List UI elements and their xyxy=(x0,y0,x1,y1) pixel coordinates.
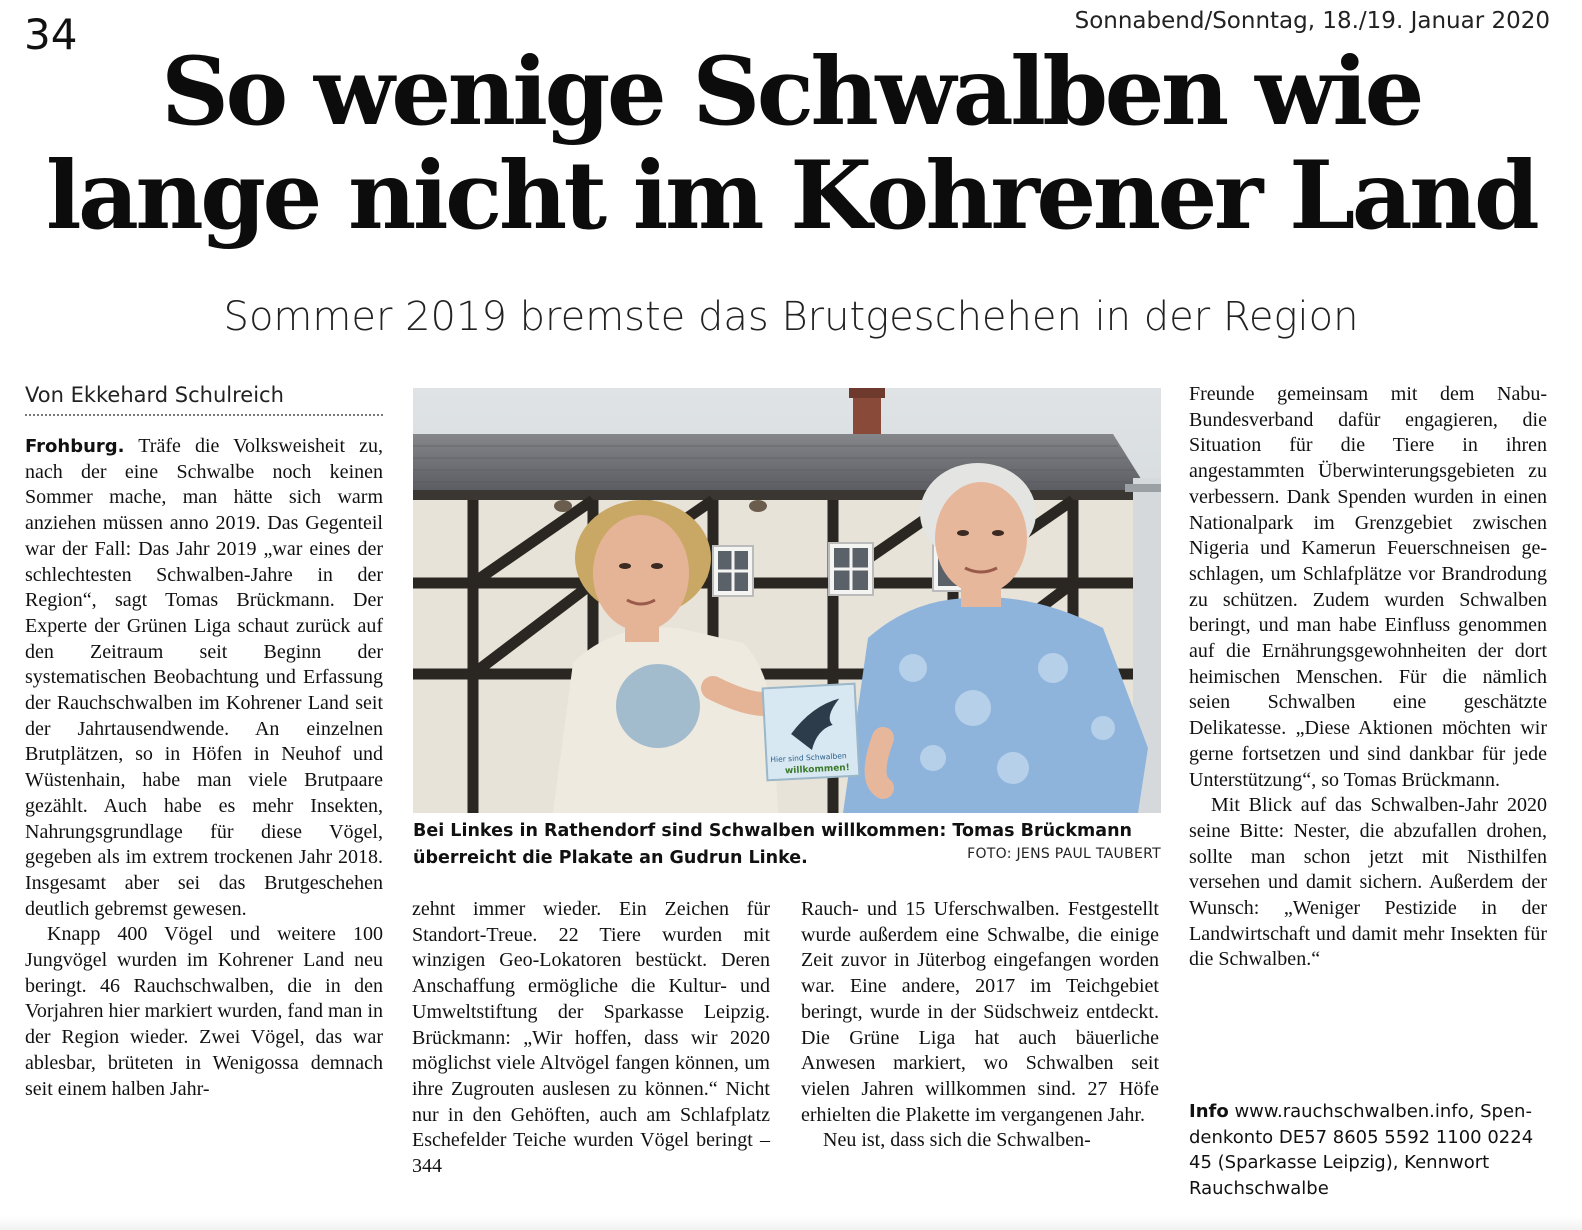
photo-credit: FOTO: JENS PAUL TAUBERT xyxy=(967,846,1161,862)
info-box xyxy=(1189,1099,1554,1201)
issue-date: Sonnabend/Sonntag, 18./19. Januar 2020 xyxy=(1074,8,1550,34)
paragraph-text: Träfe die Volksweisheit zu, nach der eine Schwalbe noch keinen Sommer mache, man hätte sich warm anziehen müssen anno 2019. Das Gegenteil war der Fall: Das Jahr 2019 „war eines der schlechtesten Schwalben-Jahre in der Region“, sagt Tomas Brückmann. Der Experte der Grünen Liga schaut zurück auf den Zeitraum seit Beginn der systematischen Beobachtung und Erfassung der Rauchschwalben im Kohrener Land seit der Jahrtausendwende. An einzelnen Brutplätzen, so in Höfen in Neuhof und Wüstenhain, habe man viele Brutpaare gezählt. Auch habe es mehr Insekten, Nahrungsgrundlage für diese Vögel, gegeben als im extrem trockenen Jahr 2018. Insgesamt aber sei das Brutgeschehen deutlich gebremst gewesen. xyxy=(25,435,383,920)
article-column-2 xyxy=(412,897,770,1180)
headline xyxy=(0,37,1582,251)
byline: Von Ekkehard Schulreich xyxy=(25,381,383,416)
photo-illustration xyxy=(413,388,1161,813)
info-text: www.rauchschwalben.info, Spendenkonto DE57 8605 5592 1100 0224 45 (Sparkasse Leipzig), Kennwort Rauchschwalbe xyxy=(1189,1101,1534,1199)
article-column-1 xyxy=(25,434,383,1102)
paragraph: Rauch- und 15 Uferschwalben. Festgestellt wurde außerdem eine Schwalbe, die einige Zeit zuvor in Jüterbog eingefangen worden war. Eine andere, 2017 im Teichgebiet beringt, wurde in der Südschweiz entdeckt. Die Grüne Liga hat auch bäuerliche Anwesen markiert, wo Schwalben seit vielen Jahren willkommen sind. 27 Höfe erhielten die Plakette im vergangenen Jahr. xyxy=(801,898,1159,1126)
swallow-plaque xyxy=(763,684,860,781)
subheadline: Sommer 2019 bremste das Brutgeschehen in der Region xyxy=(223,294,1359,340)
article-column-3 xyxy=(801,897,1159,1154)
plaque-text-1: Hier sind Schwalben xyxy=(770,751,847,765)
page-number: 34 xyxy=(24,10,78,59)
dateline-place: Frohburg. xyxy=(25,436,125,457)
paragraph: Freunde gemeinsam mit dem Nabu-Bundesverband dafür engagieren, die Situation für die Tiere in ihren angestammten Überwinterungsgebieten zu verbessern. Dank Spenden wurden in einen Nationalpark im Grenzgebiet zwischen Nigeria und Kamerun Feuerschneisen geschlagen, um Schlafplätze vor Brandrodung zu schützen. Zudem wurden Schwalben beringt, und man habe Einfluss genommen auf die Ernährungsgewohnheiten der dort heimischen Menschen. Für die nämlich seien Schwalben eine geschätzte Delikatesse. „Diese Aktionen möchten wir gerne fortsetzen und sind dankbar für jede Unterstützung“, so Tomas Brückmann. xyxy=(1189,383,1547,791)
info-label: Info xyxy=(1189,1101,1229,1122)
article-photo xyxy=(413,388,1161,813)
photo-caption: Bei Linkes in Rathendorf sind Schwalben willkommen: Tomas Brückmann überreicht die Plakate an Gudrun Linke. xyxy=(413,821,1133,868)
paragraph xyxy=(25,434,383,922)
page-edge xyxy=(0,1216,1582,1230)
article-column-4 xyxy=(1189,382,1547,973)
headline-line-1: So wenige Schwalben wie xyxy=(161,37,1421,147)
paragraph: Neu ist, dass sich die Schwalben- xyxy=(823,1129,1091,1152)
paragraph: Knapp 400 Vögel und weitere 100 Jungvögel wurden im Kohrener Land neu beringt. 46 Rauchschwalben, die in den Vorjahren hier markiert wurden, fand man in der Region wieder. Zwei Vögel, das war ablesbar, brüteten in Wenigossa demnach seit einem halben Jahr- xyxy=(25,923,383,1100)
plaque-text-2: willkommen! xyxy=(784,763,851,777)
paragraph: Mit Blick auf das Schwalben-Jahr 2020 seine Bitte: Nester, die abzufallen drohen, sollte man schon jetzt mit Nisthilfen versehen und damit sichern. Außerdem der Wunsch: „Weniger Pestizide in der Landwirtschaft und damit mehr Insekten für die Schwalben.“ xyxy=(1189,794,1547,971)
headline-line-2: lange nicht im Kohrener Land xyxy=(45,141,1537,251)
paragraph: zehnt immer wieder. Ein Zeichen für Standort-Treue. 22 Tiere wurden mit winzigen Geo-Lokatoren bestückt. Deren Anschaffung ermögliche die Kultur- und Umweltstiftung der Sparkasse Leipzig. Brückmann: „Wir hoffen, dass wir 2020 möglichst viele Altvögel fangen können, um ihre Zugrouten auslesen zu können.“ Nicht nur in den Gehöften, auch am Schlafplatz Eschefelder Teiche wurden Vögel beringt – 344 xyxy=(412,898,770,1178)
